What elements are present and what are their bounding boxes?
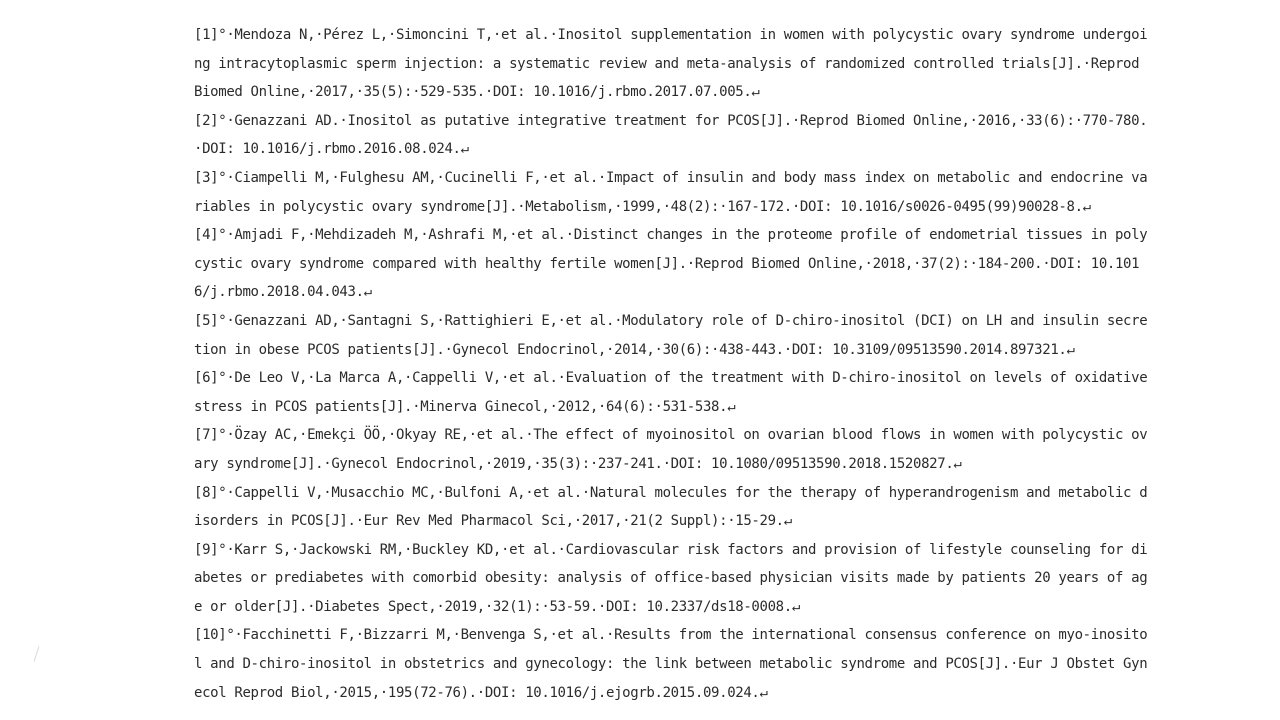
reference-10[interactable]: [10]°·Facchinetti F,·Bizzarri M,·Benvenga S,·et al.·Results from the international consensus conference on myo-inositol and D-chiro-inositol in obstetrics and gynecology: the link between metabolic syndrome and PCOS[J].·Eur J Obstet Gynecol Reprod Biol,·2015,·195(72-76).·DOI: 10.1016/j.ejogrb.2015.09.024.↵ [194,627,1148,701]
reference-6[interactable]: [6]°·De Leo V,·La Marca A,·Cappelli V,·et al.·Evaluation of the treatment with D-chiro-inositol on levels of oxidative stress in PCOS patients[J].·Minerva Ginecol,·2012,·64(6):·531-538.↵ [194,370,1156,415]
page-edge-mark [34,646,40,662]
reference-9[interactable]: [9]°·Karr S,·Jackowski RM,·Buckley KD,·et al.·Cardiovascular risk factors and provision of lifestyle counseling for diabetes or prediabetes with comorbid obesity: analysis of office-based physician visits made by patients 20 years of age or older[J].·Diabetes Spect,·2019,·32(1):·53-59.·DOI: 10.2337/ds18-0008.↵ [194,541,1148,615]
reference-7[interactable]: [7]°·Özay AC,·Emekçi ÖÖ,·Okyay RE,·et al.·The effect of myoinositol on ovarian blood flows in women with polycystic ovary syndrome[J].·Gynecol Endocrinol,·2019,·35(3):·237-241.·DOI: 10.1080/09513590.2018.1520827.↵ [194,427,1148,472]
reference-3[interactable]: [3]°·Ciampelli M,·Fulghesu AM,·Cucinelli F,·et al.·Impact of insulin and body mass index on metabolic and endocrine variables in polycystic ovary syndrome[J].·Metabolism,·1999,·48(2):·167-172.·DOI: 10.1016/s0026-0495(99)90028-8.↵ [194,169,1148,215]
reference-2[interactable]: [2]°·Genazzani AD.·Inositol as putative integrative treatment for PCOS[J].·Reprod Biomed Online,·2016,·33(6):·770-780.·DOI: 10.1016/j.rbmo.2016.08.024.↵ [194,112,1148,158]
reference-5[interactable]: [5]°·Genazzani AD,·Santagni S,·Rattighieri E,·et al.·Modulatory role of D-chiro-inositol (DCI) on LH and insulin secretion in obese PCOS patients[J].·Gynecol Endocrinol,·2014,·30(6):·438-443.·DOI: 10.3109/09513590.2014.897321.↵ [194,312,1148,358]
reference-1[interactable]: [1]°·Mendoza N,·Pérez L,·Simoncini T,·et al.·Inositol supplementation in women with polycystic ovary syndrome undergoing intracytoplasmic sperm injection: a systematic review and meta-analysis of randomized controlled trials[J].·Reprod Biomed Online,·2017,·35(5):·529-535.·DOI: 10.1016/j.rbmo.2017.07.005.↵ [194,27,1148,101]
reference-list [194,21,1154,707]
reference-8[interactable]: [8]°·Cappelli V,·Musacchio MC,·Bulfoni A,·et al.·Natural molecules for the therapy of hyperandrogenism and metabolic disorders in PCOS[J].·Eur Rev Med Pharmacol Sci,·2017,·21(2 Suppl):·15-29.↵ [194,484,1148,530]
reference-4[interactable]: [4]°·Amjadi F,·Mehdizadeh M,·Ashrafi M,·et al.·Distinct changes in the proteome profile of endometrial tissues in polycystic ovary syndrome compared with healthy fertile women[J].·Reprod Biomed Online,·2018,·37(2):·184-200.·DOI: 10.1016/j.rbmo.2018.04.043.↵ [194,227,1148,301]
